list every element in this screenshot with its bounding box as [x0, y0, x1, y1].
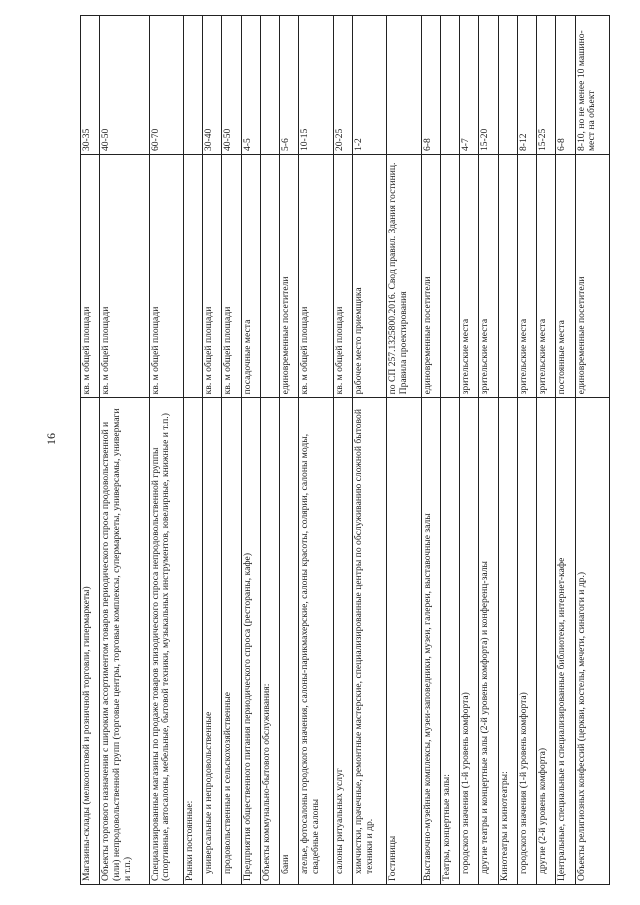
- unit-cell: кв. м общей площади: [222, 155, 241, 398]
- object-cell: Кинотеатры и кинотеатры:: [498, 398, 517, 885]
- value-cell: 60-70: [149, 16, 183, 155]
- unit-cell: единовременные посетители: [280, 155, 299, 398]
- value-cell: 20-25: [333, 16, 352, 155]
- value-cell: 10-15: [299, 16, 333, 155]
- unit-cell: [260, 155, 279, 398]
- unit-cell: [183, 155, 202, 398]
- object-cell: Специализированные магазины по продаже товаров эпизодического спроса непродовольственной группы (спортивные, автосалоны, мебельные, бытовой техники, музыкальных инструментов, ювелирные, книжные и т.п.): [149, 398, 183, 885]
- table-row: [299, 16, 333, 885]
- unit-cell: кв. м общей площади: [81, 155, 100, 398]
- table-row: [333, 16, 352, 885]
- object-cell: Объекты религиозных конфессий (церкви, костелы, мечети, синагоги и др.): [575, 398, 609, 885]
- unit-cell: постоянные места: [556, 155, 575, 398]
- object-cell: Рынки постоянные:: [183, 398, 202, 885]
- unit-cell: зрительские места: [517, 155, 536, 398]
- object-cell: Гостиницы: [387, 398, 421, 885]
- table-row: [440, 16, 459, 885]
- value-cell: [387, 16, 421, 155]
- value-cell: 15-20: [479, 16, 498, 155]
- unit-cell: зрительские места: [479, 155, 498, 398]
- table-row: [149, 16, 183, 885]
- object-cell: продовольственные и сельскохозяйственные: [222, 398, 241, 885]
- value-cell: 30-40: [203, 16, 222, 155]
- value-cell: [498, 16, 517, 155]
- table-row: [100, 16, 149, 885]
- table-row: [537, 16, 556, 885]
- table-row: [517, 16, 536, 885]
- object-cell: ателье, фотосалоны городского значения, салоны-парикмахерские, салоны красоты, солярии, салоны моды, свадебные салоны: [299, 398, 333, 885]
- unit-cell: кв. м общей площади: [299, 155, 333, 398]
- table-row: [575, 16, 609, 885]
- value-cell: [260, 16, 279, 155]
- value-cell: 40-50: [100, 16, 149, 155]
- rotated-table-sheet: [80, 15, 610, 885]
- object-cell: Выставочно-музейные комплексы, музеи-заповедники, музеи, галереи, выставочные залы: [421, 398, 440, 885]
- object-cell: Объекты коммунально-бытового обслуживания:: [260, 398, 279, 885]
- unit-cell: кв. м общей площади: [100, 155, 149, 398]
- unit-cell: единовременные посетители: [421, 155, 440, 398]
- value-cell: 1-2: [352, 16, 386, 155]
- object-cell: городского значения (1-й уровень комфорта): [517, 398, 536, 885]
- unit-cell: единовременные посетители: [575, 155, 609, 398]
- unit-cell: зрительские места: [460, 155, 479, 398]
- unit-cell: кв. м общей площади: [149, 155, 183, 398]
- unit-cell: [440, 155, 459, 398]
- object-cell: универсальные и непродовольственные: [203, 398, 222, 885]
- unit-cell: посадочные места: [241, 155, 260, 398]
- object-cell: Театры, концертные залы:: [440, 398, 459, 885]
- parking-norms-table: [80, 15, 610, 885]
- table-row: [460, 16, 479, 885]
- value-cell: 6-8: [421, 16, 440, 155]
- table-row: [222, 16, 241, 885]
- table-row: [498, 16, 517, 885]
- value-cell: 40-50: [222, 16, 241, 155]
- value-cell: 4-5: [241, 16, 260, 155]
- table-row: [203, 16, 222, 885]
- object-cell: другие (2-й уровень комфорта): [537, 398, 556, 885]
- table-row: [421, 16, 440, 885]
- object-cell: городского значения (1-й уровень комфорта): [460, 398, 479, 885]
- value-cell: 5-6: [280, 16, 299, 155]
- value-cell: [440, 16, 459, 155]
- value-cell: 4-7: [460, 16, 479, 155]
- object-cell: химчистки, прачечные, ремонтные мастерские, специализированные центры по обслуживанию сложной бытовой техники и др.: [352, 398, 386, 885]
- table-row: [387, 16, 421, 885]
- object-cell: салоны ритуальных услуг: [333, 398, 352, 885]
- unit-cell: кв. м общей площади: [333, 155, 352, 398]
- table-row: [260, 16, 279, 885]
- object-cell: другие театры и концертные залы (2-й уровень комфорта) и конференц-залы: [479, 398, 498, 885]
- unit-cell: [498, 155, 517, 398]
- table-row: [81, 16, 100, 885]
- unit-cell: рабочее место приемщика: [352, 155, 386, 398]
- value-cell: 6-8: [556, 16, 575, 155]
- value-cell: 8-12: [517, 16, 536, 155]
- table-row: [280, 16, 299, 885]
- object-cell: Центральные, специальные и специализированные библиотеки, интернет-кафе: [556, 398, 575, 885]
- table-row: [352, 16, 386, 885]
- unit-cell: по СП 257.1325800.2016. Свод правил. Здания гостиниц. Правила проектирования: [387, 155, 421, 398]
- table-row: [241, 16, 260, 885]
- table-row: [183, 16, 202, 885]
- object-cell: Магазины-склады (мелкооптовой и розничной торговли, гипермаркеты): [81, 398, 100, 885]
- unit-cell: зрительские места: [537, 155, 556, 398]
- value-cell: 15-25: [537, 16, 556, 155]
- value-cell: [183, 16, 202, 155]
- page-number: 16: [44, 433, 58, 445]
- unit-cell: кв. м общей площади: [203, 155, 222, 398]
- object-cell: бани: [280, 398, 299, 885]
- object-cell: Предприятия общественного питания периодического спроса (рестораны, кафе): [241, 398, 260, 885]
- value-cell: 30-35: [81, 16, 100, 155]
- table-row: [479, 16, 498, 885]
- table-row: [556, 16, 575, 885]
- object-cell: Объекты торгового назначения с широким ассортиментом товаров периодического спроса продовольственной и (или) непродовольственной групп (торговые центры, торговые комплексы, супермаркеты, универсамы, универмаги и т.п.): [100, 398, 149, 885]
- value-cell: 8-10, но не менее 10 машино-мест на объект: [575, 16, 609, 155]
